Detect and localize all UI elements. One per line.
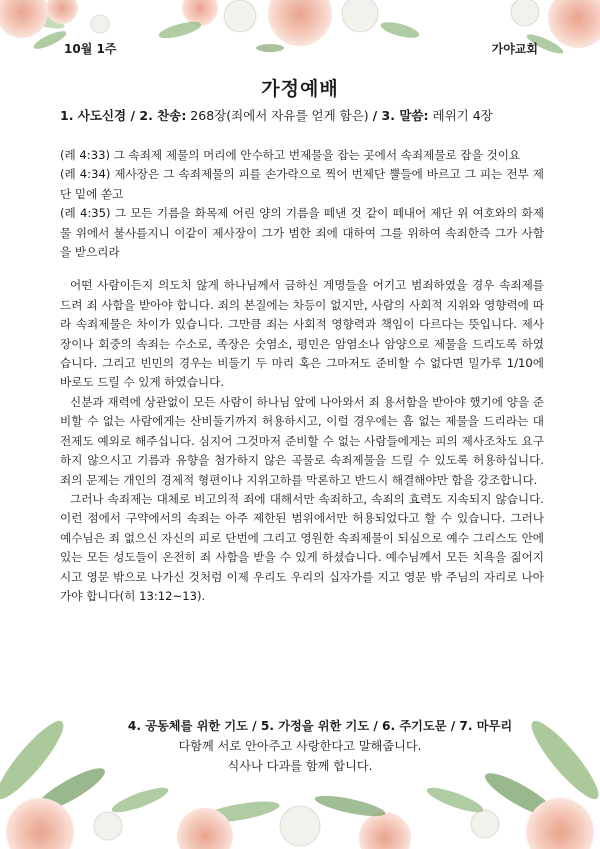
sermon-paragraph: 그러나 속죄제는 대체로 비고의적 죄에 대해서만 속죄하고, 속죄의 효력도 지속되지 않습니다. 이런 점에서 구약에서의 속죄는 아주 제한된 범위에서만 허용되었다고 할 수 있습니다. 그러나 예수님은 죄 없으신 자신의 피로 단번에 그리고 영원한 속죄제물이 되심으로 예수 그리스도 안에 있는 모든 성도들이 온전히 죄 사함을 받을 수 있게 하셨습니다. 예수님께서 모든 치욕을 짊어지시고 영문 밖으로 나가신 것처럼 이제 우리도 우리의 십자가를 지고 영문 밖 주님의 자리로 나아가야 합니다(히 13:12~13). [60, 491, 544, 603]
hymn-text: 268장(죄에서 자유를 얻게 함은) [186, 108, 373, 123]
week-label: 10월 1주 [64, 42, 117, 56]
verse-4-33: (레 4:33) 그 속죄제 제물의 머리에 안수하고 번제물을 잡는 곳에서 속죄제물로 잡을 것이요 [60, 148, 521, 162]
sermon-paragraph: 어떤 사람이든지 의도치 않게 하나님께서 금하신 계명들을 어기고 범죄하였을 경우 속죄제를 드려 죄 사함을 받아야 합니다. 죄의 본질에는 차등이 없지만, 사람의 사회적 지위와 영향력에 따라 속죄제물은 차이가 있습니다. 그만큼 죄는 사회적 영향력과 책임이 다르다는 뜻입니다. 제사장이나 회중의 속죄는 수소로, 족장은 숫염소, 평민은 암염소나 암양으로 제물을 드리도록 하였습니다. 그리고 빈민의 경우는 비둘기 두 마리 혹은 그마저도 준비할 수 없다면 밀가루 1/10에 바로도 드릴 수 있게 하였습니다. [60, 278, 544, 390]
bottom-center-roses [177, 792, 411, 849]
page-title: 가정예배 [261, 78, 339, 100]
church-name: 가야교회 [491, 42, 538, 56]
worship-order [60, 107, 550, 125]
sermon-paragraph: 신분과 재력에 상관없이 모든 사람이 하나님 앞에 나아와서 죄 용서함을 받아야 했기에 양을 준비할 수 없는 사람에게는 산비둘기까지 허용하시고, 이럴 경우에는 흠 없는 제물을 드리라는 대전제도 예외로 해주십니다. 심지어 그것마저 준비할 수 없는 사람들에게는 피의 제사조차도 요구하지 않으시고 기름과 유향을 첨가하지 않은 곡물로 속죄제물을 드릴 수 있도록 허용하십니다. 죄의 문제는 개인의 경제적 형편이나 지위고하를 막론하고 반드시 해결해야만 함을 강조합니다. [60, 394, 544, 487]
verse-4-35: (레 4:35) 그 모든 기름을 화목제 어린 양의 기름을 떼낸 것 같이 떼내어 제단 위 여호와의 화제물 위에서 불사를지니 이같이 제사장이 그가 범한 죄에 대하여 그를 위하여 속죄한즉 그가 사함을 받으리라 [60, 206, 544, 260]
closing-order: 4. 공동체를 위한 기도 / 5. 가정을 위한 기도 / 6. 주기도문 / 7. 마무리 [127, 719, 513, 733]
verse-4-34: (레 4:34) 제사장은 그 속죄제물의 피를 손가락으로 찍어 번제단 뿔들에 바르고 그 피는 전부 제단 밑에 쏟고 [60, 167, 544, 201]
order-part3: / 3. 말씀: [372, 108, 429, 123]
closing-line-1: 다함께 서로 안아주고 사랑한다고 말해줍니다. [178, 739, 422, 753]
closing-line-2: 식사나 다과를 함께 합니다. [227, 759, 373, 773]
closing-section [0, 716, 600, 776]
sermon-body [60, 146, 544, 606]
top-center-roses [157, 0, 421, 52]
order-part1: 1. 사도신경 / 2. 찬송: [60, 108, 187, 123]
scripture-ref: 레위기 4장 [428, 108, 493, 123]
